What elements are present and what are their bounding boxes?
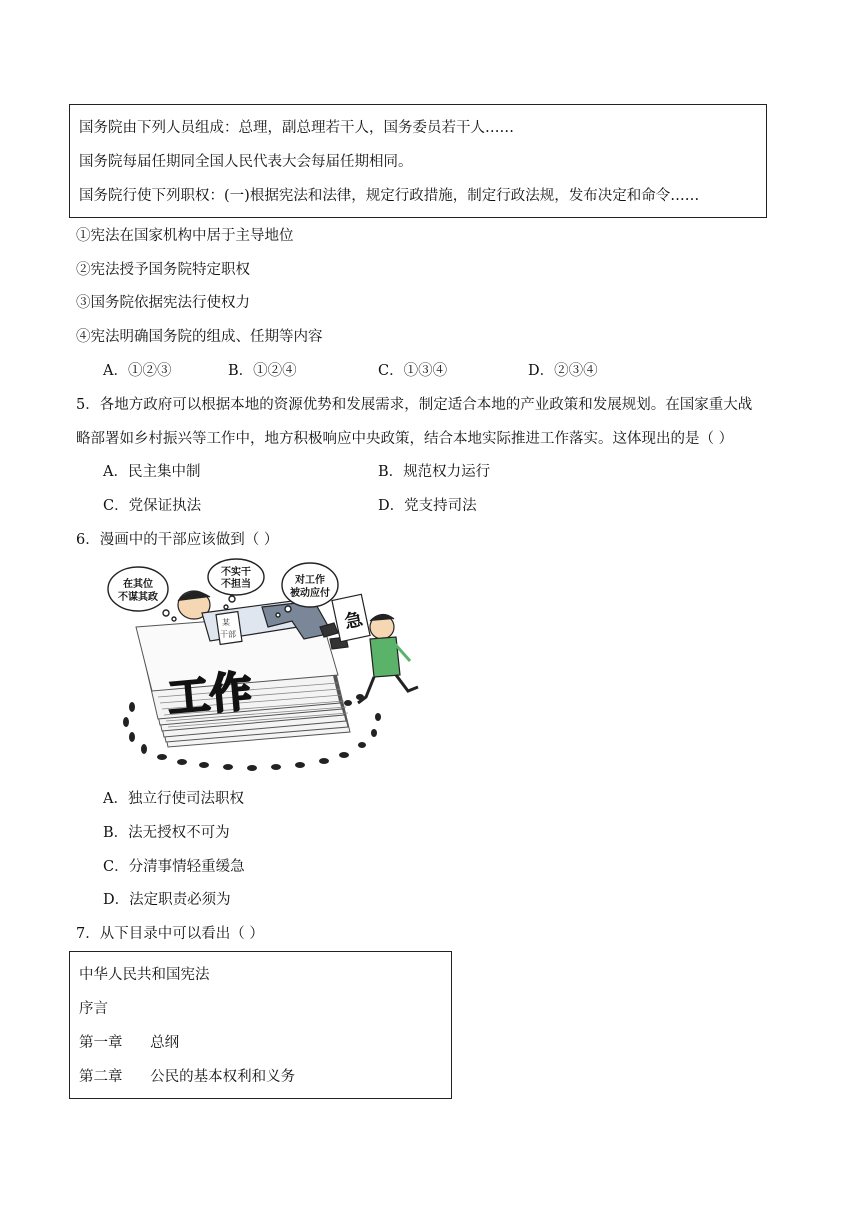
- cartoon-lazy-cadre: [82, 557, 452, 779]
- q5-option-b[interactable]: B．规范权力运行: [378, 464, 491, 480]
- q5-stem-line-1: 5．各地方政府可以根据本地的资源优势和发展需求，制定适合本地的产业政策和发展规划。在国家重大战: [76, 397, 753, 413]
- q6-option-c[interactable]: C．分清事情轻重缓急: [103, 859, 245, 875]
- statement-3: ③国务院依据宪法行使权力: [76, 295, 250, 311]
- bubble3-line2: 被动应付: [290, 588, 330, 599]
- bubble1-line1: 在其位: [123, 579, 153, 590]
- statement-1: ①宪法在国家机构中居于主导地位: [76, 228, 294, 244]
- quote-line-3: 国务院行使下列职权：(一)根据宪法和法律，规定行政措施，制定行政法规，发布决定和命令……: [79, 188, 700, 204]
- urgent-sign: 急: [342, 608, 365, 634]
- bubble1-line2: 不谋其政: [118, 592, 158, 603]
- bubble2-line1: 不实干: [221, 567, 251, 578]
- q6-option-d[interactable]: D．法定职责必须为: [103, 892, 231, 908]
- bubble3-line1: 对工作: [295, 575, 325, 586]
- badge-text-2: 干部: [220, 630, 236, 639]
- q6-option-b[interactable]: B．法无授权不可为: [103, 825, 230, 841]
- toc-line-3: 第一章 总纲: [79, 1035, 180, 1051]
- toc-line-2: 序言: [79, 1001, 108, 1017]
- q6-option-a[interactable]: A．独立行使司法职权: [103, 791, 244, 807]
- q5-option-a[interactable]: A．民主集中制: [103, 464, 201, 480]
- bubble2-line2: 不担当: [221, 579, 251, 590]
- q4-option-c[interactable]: C．①③④: [378, 363, 448, 379]
- q5-option-d[interactable]: D．党支持司法: [378, 498, 477, 514]
- q5-stem-line-2: 略部署如乡村振兴等工作中，地方积极响应中央政策，结合本地实际推进工作落实。这体现出的是（ ）: [76, 431, 734, 447]
- quote-line-1: 国务院由下列人员组成：总理，副总理若干人，国务委员若干人……: [79, 120, 514, 136]
- q4-option-d[interactable]: D．②③④: [528, 363, 598, 379]
- toc-line-4: 第二章 公民的基本权利和义务: [79, 1069, 296, 1085]
- q4-option-a[interactable]: A．①②③: [103, 363, 172, 379]
- toc-line-1: 中华人民共和国宪法: [79, 967, 210, 983]
- q6-stem: 6．漫画中的干部应该做到（ ）: [76, 532, 279, 548]
- quote-line-2: 国务院每届任期同全国人民代表大会每届任期相同。: [79, 154, 413, 170]
- badge-text-1: 某: [222, 618, 230, 627]
- statement-2: ②宪法授予国务院特定职权: [76, 262, 250, 278]
- statement-4: ④宪法明确国务院的组成、任期等内容: [76, 329, 323, 345]
- q7-stem: 7．从下目录中可以看出（ ）: [76, 926, 264, 942]
- q5-option-c[interactable]: C．党保证执法: [103, 498, 202, 514]
- q4-option-b[interactable]: B．①②④: [228, 363, 297, 379]
- pile-label: 工作: [165, 666, 254, 723]
